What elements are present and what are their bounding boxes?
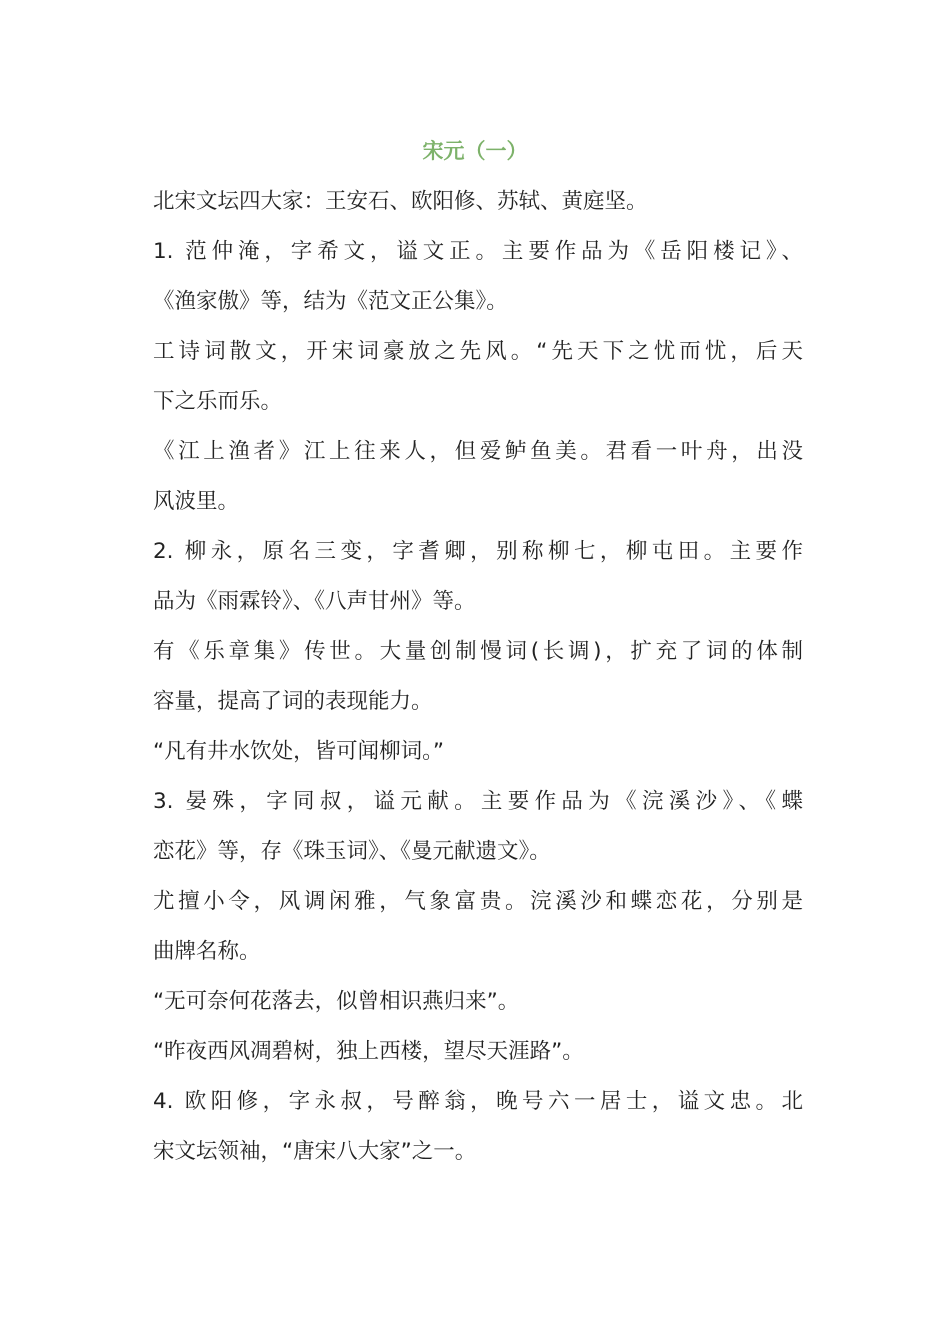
paragraph-line: “凡有井水饮处，皆可闻柳词。” bbox=[153, 739, 445, 764]
paragraph-line: 品为《雨霖铃》、《八声甘州》等。 bbox=[153, 589, 476, 614]
paragraph-line: 下之乐而乐。 bbox=[153, 389, 283, 414]
paragraph-line: 尤擅小令，风调闲雅，气象富贵。浣溪沙和蝶恋花，分别是 bbox=[153, 889, 803, 914]
paragraph-line: “昨夜西风凋碧树，独上西楼，望尽天涯路”。 bbox=[153, 1039, 584, 1064]
paragraph-line: 宋文坛领袖，“唐宋八大家”之一。 bbox=[153, 1139, 477, 1164]
paragraph-line: 《渔家傲》等，结为《范文正公集》。 bbox=[153, 289, 508, 314]
page-title: 宋元（一） bbox=[422, 139, 528, 163]
paragraph-line: 恋花》等，存《珠玉词》、《曼元献遗文》。 bbox=[153, 839, 551, 864]
paragraph-line: 2. 柳永，原名三变，字耆卿，别称柳七，柳屯田。主要作 bbox=[153, 539, 803, 564]
paragraph-line: “无可奈何花落去，似曾相识燕归来”。 bbox=[153, 989, 520, 1014]
paragraph-line: 《江上渔者》江上往来人，但爱鲈鱼美。君看一叶舟，出没 bbox=[153, 439, 803, 464]
paragraph-line: 1. 范仲淹，字希文，谥文正。主要作品为《岳阳楼记》、 bbox=[153, 239, 803, 264]
paragraph-line: 容量，提高了词的表现能力。 bbox=[153, 689, 433, 714]
paragraph-line: 北宋文坛四大家：王安石、欧阳修、苏轼、黄庭坚。 bbox=[153, 189, 648, 214]
paragraph-line: 风波里。 bbox=[153, 489, 240, 514]
document-body bbox=[153, 177, 803, 1177]
paragraph-line: 工诗词散文，开宋词豪放之先风。“先天下之忧而忧，后天 bbox=[153, 339, 803, 364]
paragraph-line: 3. 晏殊，字同叔，谥元献。主要作品为《浣溪沙》、《蝶 bbox=[153, 789, 803, 814]
paragraph-line: 有《乐章集》传世。大量创制慢词(长调)，扩充了词的体制 bbox=[153, 639, 803, 664]
paragraph-line: 曲牌名称。 bbox=[153, 939, 261, 964]
paragraph-line: 4. 欧阳修，字永叔，号醉翁，晚号六一居士，谥文忠。北 bbox=[153, 1089, 803, 1114]
